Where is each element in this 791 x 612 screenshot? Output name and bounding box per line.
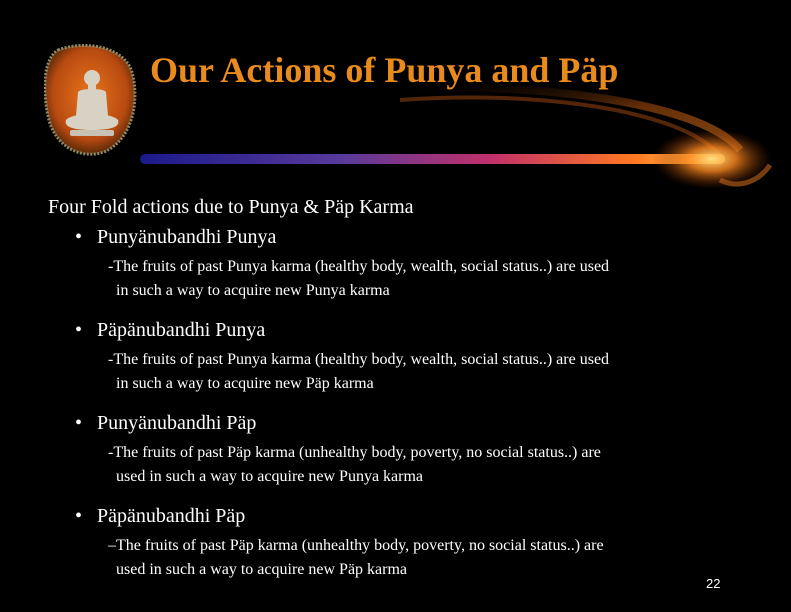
- bullet-item: [75, 503, 768, 529]
- bullet-label: Päpänubandhi Päp: [97, 505, 246, 527]
- description-line: –The fruits of past Päp karma (unhealthy body, poverty, no social status..) are: [108, 537, 604, 554]
- bullet-item: [75, 317, 768, 343]
- bullet-dot-icon: •: [75, 505, 83, 527]
- bullet-label: Punyänubandhi Päp: [97, 412, 257, 434]
- slide-title: Our Actions of Punya and Päp: [150, 50, 619, 90]
- description-line: -The fruits of past Punya karma (healthy body, wealth, social status..) are used: [108, 258, 610, 275]
- bullet-item: [75, 224, 768, 250]
- bullet-dot-icon: •: [75, 226, 83, 248]
- description-line: -The fruits of past Punya karma (healthy body, wealth, social status..) are used: [108, 351, 610, 368]
- page-number: 22: [706, 576, 721, 591]
- bullet-description: [108, 534, 748, 582]
- bullet-dot-icon: •: [75, 319, 83, 341]
- bullet-description: [108, 441, 748, 489]
- description-line: in such a way to acquire new Punya karma: [116, 282, 390, 299]
- description-line: used in such a way to acquire new Punya karma: [116, 468, 424, 485]
- intro-text: Four Fold actions due to Punya & Päp Karma: [48, 196, 414, 218]
- bullet-item: [75, 410, 768, 436]
- slide-content: [48, 194, 768, 596]
- bullet-description: [108, 348, 748, 396]
- bullet-label: Päpänubandhi Punya: [97, 319, 266, 341]
- bullet-dot-icon: •: [75, 412, 83, 434]
- decorative-beam: [100, 80, 780, 200]
- bullet-label: Punyänubandhi Punya: [97, 226, 277, 248]
- meditating-figure-icon: [44, 42, 138, 158]
- description-line: used in such a way to acquire new Päp karma: [116, 561, 408, 578]
- description-line: in such a way to acquire new Päp karma: [116, 375, 374, 392]
- description-line: -The fruits of past Päp karma (unhealthy body, poverty, no social status..) are: [108, 444, 601, 461]
- bullet-description: [108, 255, 748, 303]
